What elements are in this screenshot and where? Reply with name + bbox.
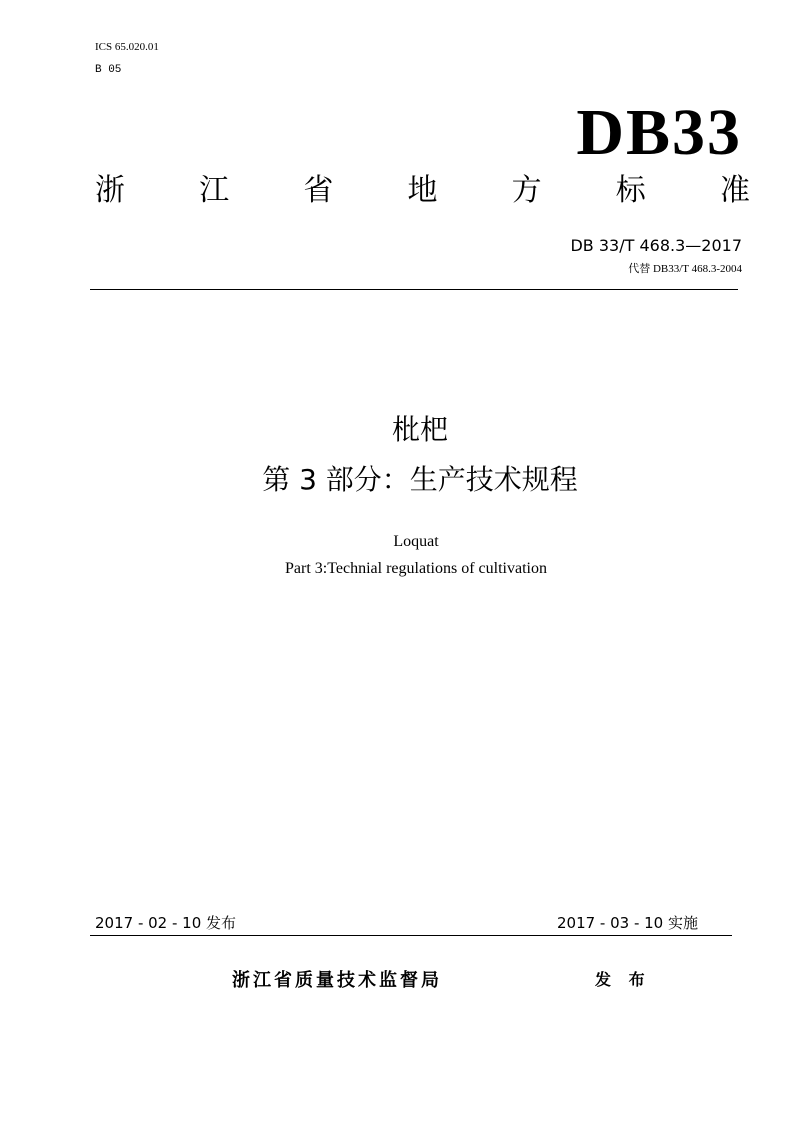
standard-kind-char: 浙 <box>95 173 125 208</box>
standard-kind-heading <box>95 173 750 208</box>
standard-number: DB 33/T 468.3—2017 <box>570 236 742 255</box>
standard-kind-char: 江 <box>199 173 230 208</box>
standard-kind-char: 准 <box>719 173 750 208</box>
bottom-divider <box>90 935 732 936</box>
issue-date: 2017 - 02 - 10 发布 <box>95 914 237 932</box>
document-title: 枇杷 <box>391 413 448 446</box>
standard-kind-char: 地 <box>407 173 438 208</box>
english-title: Loquat <box>393 533 439 550</box>
top-divider <box>90 289 738 290</box>
standard-logo: DB33 <box>576 96 742 169</box>
publish-label: 发 布 <box>595 970 651 989</box>
standard-kind-char: 方 <box>511 173 542 208</box>
ccs-code: B 05 <box>95 64 122 76</box>
standard-kind-char: 省 <box>303 173 334 208</box>
english-subtitle: Part 3:Technial regulations of cultivation <box>285 560 547 577</box>
standard-kind-char: 标 <box>615 173 646 208</box>
replaces-note: 代替 DB33/T 468.3-2004 <box>628 263 742 275</box>
publisher-name: 浙江省质量技术监督局 <box>232 970 442 991</box>
document-subtitle: 第 3 部分：生产技术规程 <box>262 463 578 496</box>
ics-code: ICS 65.020.01 <box>95 41 159 53</box>
implementation-date: 2017 - 03 - 10 实施 <box>556 914 698 932</box>
